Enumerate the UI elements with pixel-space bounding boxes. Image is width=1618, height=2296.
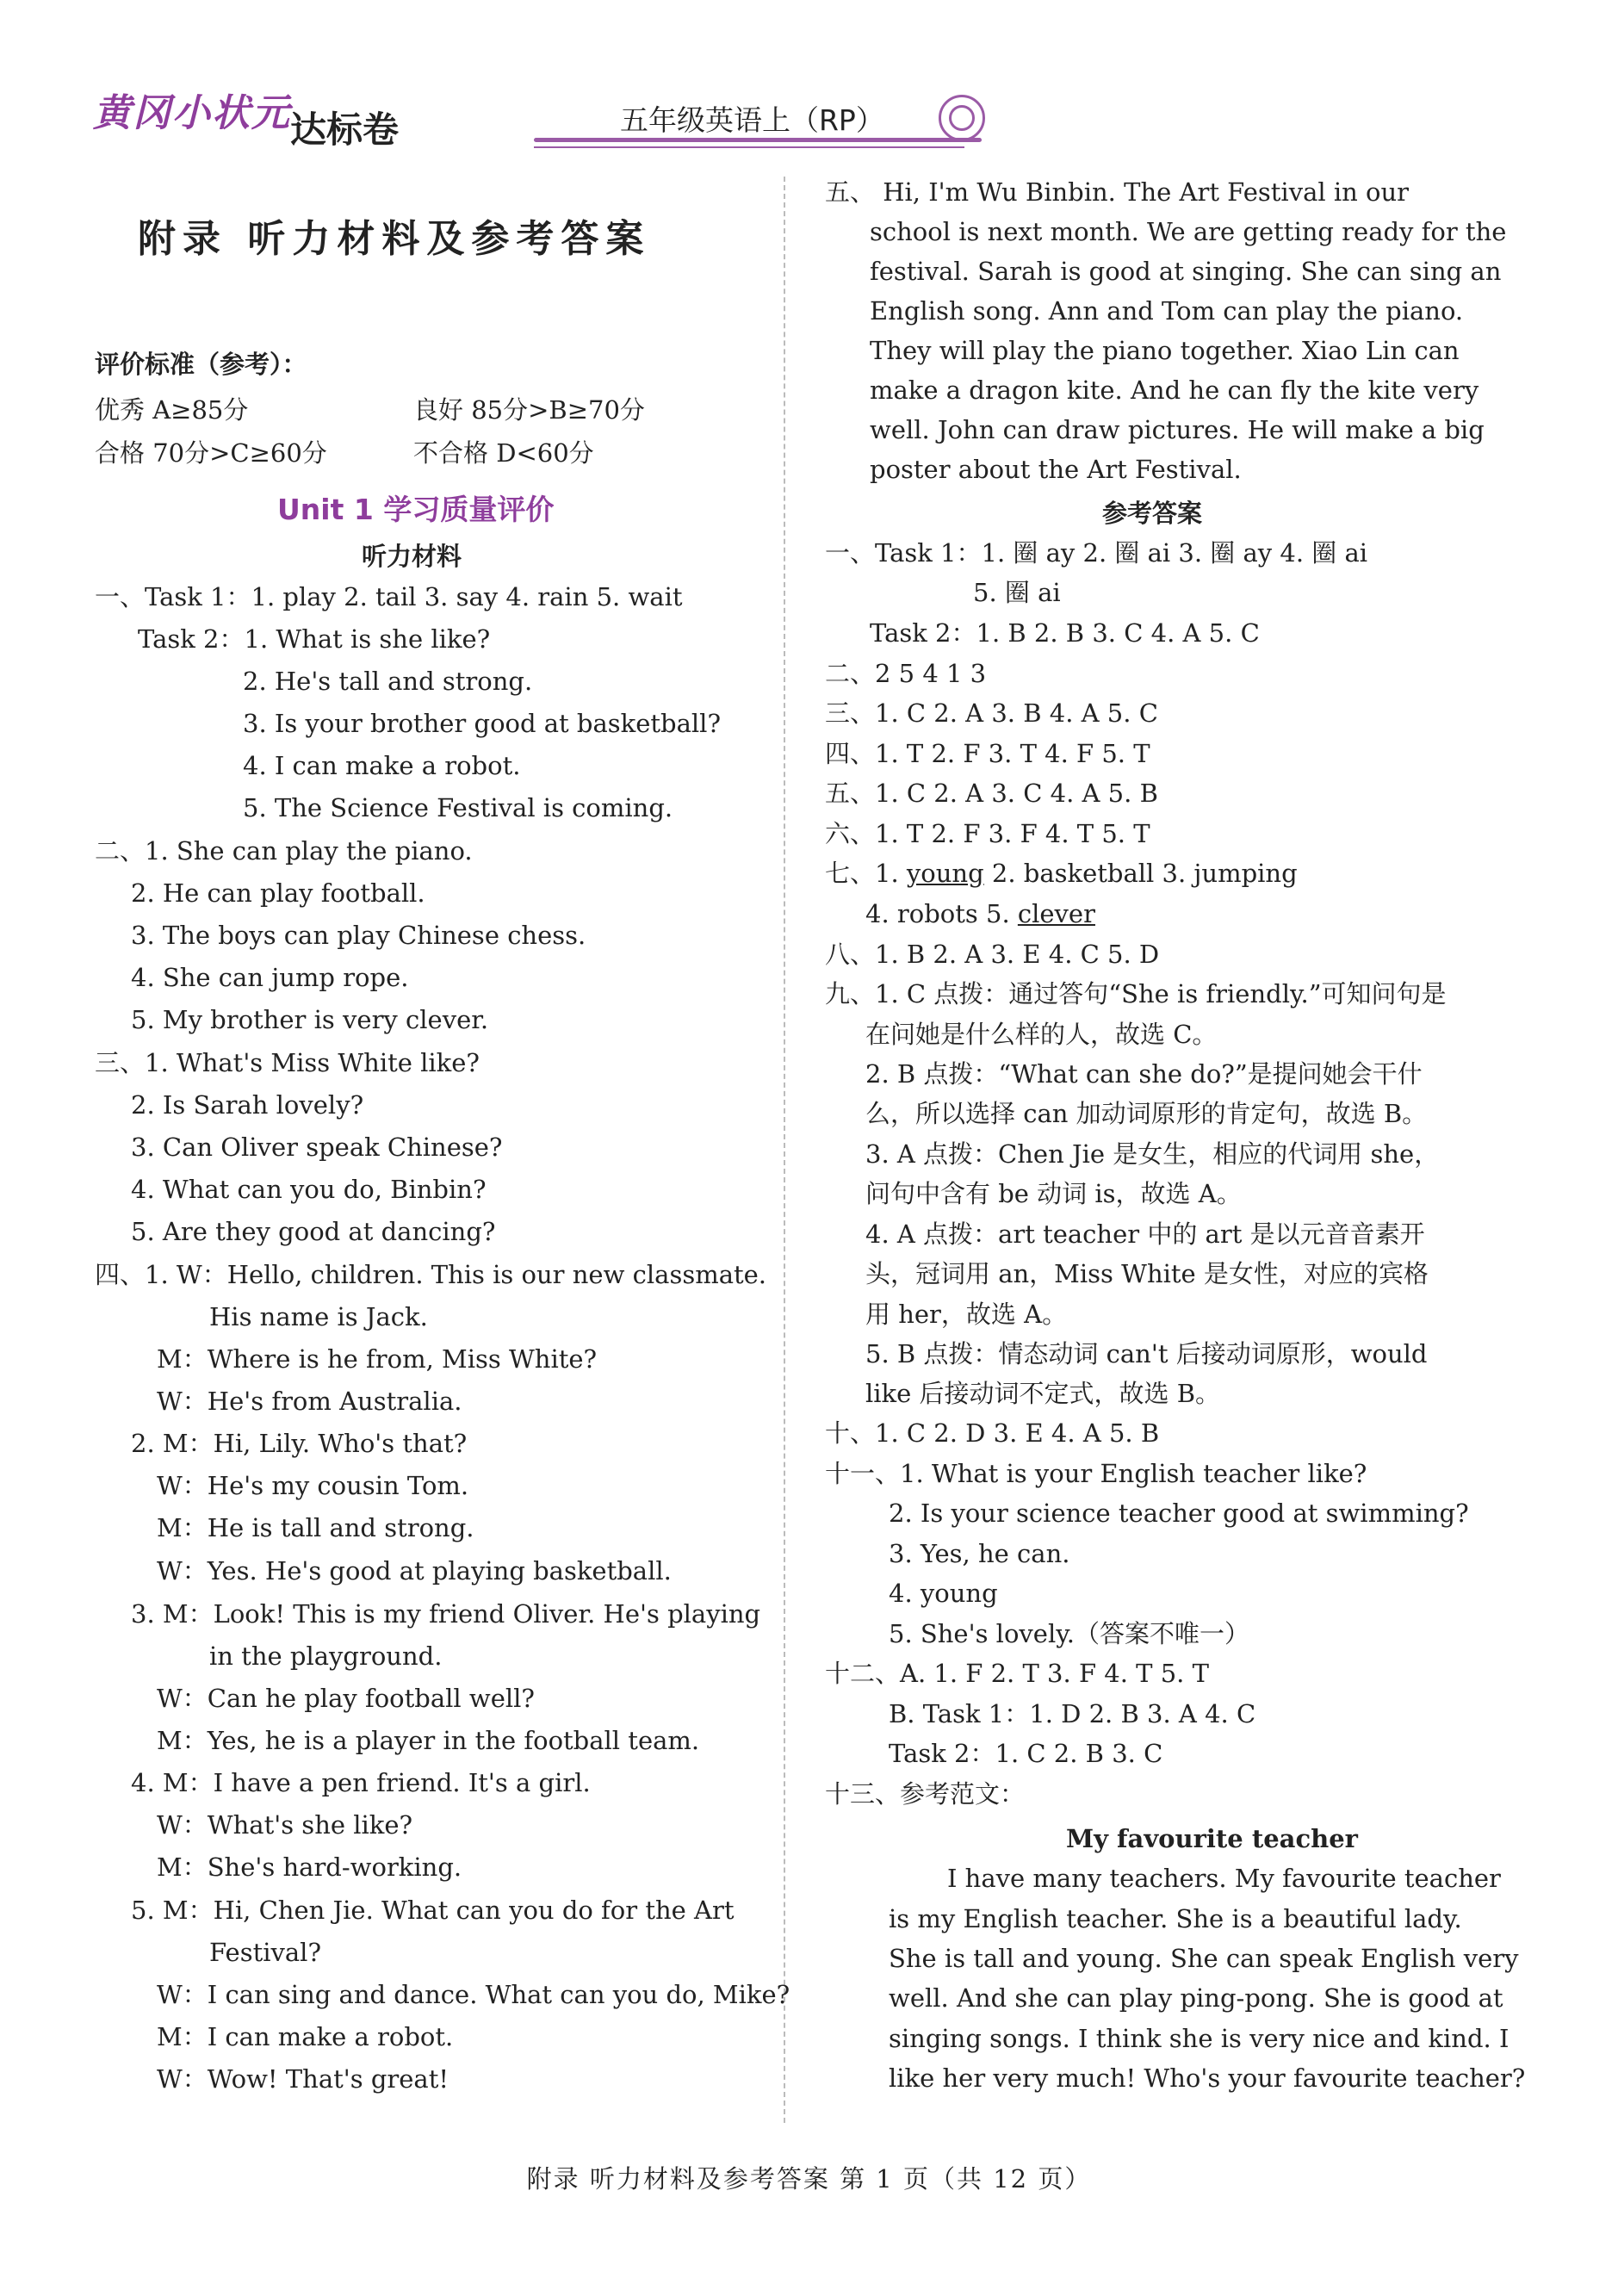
listening-line: 3. M：Look! This is my friend Oliver. He's playing [131, 1599, 761, 1629]
answer-line: 4. robots 5. clever [865, 899, 1095, 928]
passage-line: 五、 Hi, I'm Wu Binbin. The Art Festival in our [825, 177, 1410, 207]
passage-line: well. John can draw pictures. He will make a big [870, 415, 1485, 444]
answer-line: 十三、参考范文： [825, 1779, 1026, 1809]
listening-line: 2. He can play football. [131, 878, 425, 908]
answer-line: B. Task 1：1. D 2. B 3. A 4. C [889, 1699, 1256, 1728]
page-title: 附录 听力材料及参考答案 [138, 217, 651, 261]
listening-line: M：Yes, he is a player in the football team. [157, 1726, 700, 1755]
listening-line: 4. M：I have a pen friend. It's a girl. [131, 1768, 591, 1797]
listening-line: 三、1. What's Miss White like? [95, 1048, 480, 1077]
listening-line: 4. She can jump rope. [131, 963, 409, 992]
passage-line: make a dragon kite. And he can fly the kite very [870, 375, 1479, 405]
listening-line: W：Yes. He's good at playing basketball. [157, 1556, 672, 1585]
listening-line: 3. Is your brother good at basketball? [243, 709, 722, 738]
listening-line: 4. What can you do, Binbin? [131, 1175, 487, 1204]
series-name: 达标卷 [290, 109, 400, 151]
answer-line: 2. Is your science teacher good at swimming? [889, 1499, 1469, 1528]
grade-label: 五年级英语上（RP） [620, 103, 884, 137]
listening-line: W：He's from Australia. [157, 1387, 462, 1416]
answer-line: 八、1. B 2. A 3. E 4. C 5. D [825, 940, 1160, 969]
listening-line: W：What's she like? [157, 1810, 413, 1840]
passage-line: poster about the Art Festival. [870, 455, 1242, 484]
answer-line: 五、1. C 2. A 3. C 4. A 5. B [825, 779, 1158, 808]
criteria-a: 优秀 A≥85分 [95, 395, 249, 425]
answer-line: 3. Yes, he can. [889, 1539, 1070, 1568]
answer-line: 四、1. T 2. F 3. T 4. F 5. T [825, 739, 1150, 768]
listening-line: W：He's my cousin Tom. [157, 1471, 469, 1500]
answers-label: 参考答案 [1102, 499, 1203, 528]
listening-line: 5. My brother is very clever. [131, 1005, 489, 1034]
answer-line: 用 her，故选 A。 [865, 1300, 1068, 1329]
essay-line: singing songs. I think she is very nice and kind. I [889, 2024, 1510, 2053]
passage-line: festival. Sarah is good at singing. She can sing an [870, 257, 1502, 286]
listening-line: His name is Jack. [209, 1302, 428, 1331]
essay-line: is my English teacher. She is a beautiful lady. [889, 1904, 1462, 1933]
listening-line: M：She's hard-working. [157, 1852, 462, 1882]
answer-line: like 后接动词不定式，故选 B。 [865, 1379, 1221, 1408]
answer-line: 三、1. C 2. A 3. B 4. A 5. C [825, 698, 1158, 728]
listening-line: 一、Task 1：1. play 2. tail 3. say 4. rain 5. wait [95, 582, 683, 611]
essay-line: well. And she can play ping-pong. She is good at [889, 1983, 1503, 2013]
column-divider [784, 177, 785, 2123]
answer-line: 5. 圈 ai [973, 578, 1061, 607]
listening-line: 3. Can Oliver speak Chinese? [131, 1132, 503, 1162]
listening-label: 听力材料 [362, 542, 462, 571]
answer-line: 在问她是什么样的人，故选 C。 [865, 1020, 1218, 1049]
answer-line: 九、1. C 点拨：通过答句“She is friendly.”可知问句是 [825, 979, 1447, 1008]
criteria-c: 合格 70分>C≥60分 [95, 438, 327, 468]
unit-title: Unit 1 学习质量评价 [277, 493, 555, 526]
listening-line: 3. The boys can play Chinese chess. [131, 921, 586, 950]
answer-line: Task 2：1. C 2. B 3. C [889, 1739, 1163, 1768]
answer-line: 5. B 点拨：情态动词 can't 后接动词原形，would [865, 1339, 1428, 1368]
answer-line: 5. She's lovely.（答案不唯一） [889, 1619, 1249, 1648]
listening-line: 5. The Science Festival is coming. [243, 793, 673, 822]
listening-line: 4. I can make a robot. [243, 751, 521, 780]
answer-line: 七、1. young 2. basketball 3. jumping [825, 859, 1298, 888]
answer-line: 2. B 点拨：“What can she do?”是提问她会干什 [865, 1059, 1423, 1089]
answer-line: 问句中含有 be 动词 is，故选 A。 [865, 1179, 1242, 1208]
listening-line: 2. Is Sarah lovely? [131, 1090, 364, 1120]
essay-title: My favourite teacher [1066, 1824, 1358, 1853]
passage-line: English song. Ann and Tom can play the piano. [870, 296, 1464, 326]
swirl-inner-icon [949, 105, 975, 131]
answer-line: Task 2：1. B 2. B 3. C 4. A 5. C [870, 618, 1260, 648]
answer-line: 4. A 点拨：art teacher 中的 art 是以元音音素开 [865, 1219, 1425, 1249]
brand-logo: 黄冈小状元 [93, 91, 291, 135]
answer-line: 3. A 点拨：Chen Jie 是女生，相应的代词用 she， [865, 1139, 1440, 1169]
listening-line: in the playground. [209, 1641, 443, 1671]
listening-line: M：He is tall and strong. [157, 1513, 474, 1542]
essay-line: She is tall and young. She can speak English very [889, 1944, 1519, 1973]
criteria-d: 不合格 D<60分 [413, 438, 594, 468]
answer-line: 六、1. T 2. F 3. F 4. T 5. T [825, 819, 1150, 848]
listening-line: 四、1. W：Hello, children. This is our new classmate. [95, 1260, 767, 1289]
essay-line: I have many teachers. My favourite teacher [947, 1864, 1501, 1893]
answer-line: 十一、1. What is your English teacher like? [825, 1459, 1367, 1488]
listening-line: 5. Are they good at dancing? [131, 1217, 496, 1246]
answer-line: 4. young [889, 1579, 998, 1608]
listening-line: 二、1. She can play the piano. [95, 836, 473, 866]
page-header [0, 0, 1618, 172]
answer-line: 头，冠词用 an，Miss White 是女性，对应的宾格 [865, 1259, 1429, 1288]
answer-line: 么，所以选择 can 加动词原形的肯定句，故选 B。 [865, 1099, 1428, 1128]
listening-line: W：Wow! That's great! [157, 2064, 449, 2094]
listening-line: Festival? [209, 1938, 322, 1967]
listening-line: Task 2：1. What is she like? [138, 624, 491, 654]
listening-line: W：I can sing and dance. What can you do, Mike? [157, 1980, 790, 2009]
listening-line: 2. He's tall and strong. [243, 667, 533, 696]
listening-line: 2. M：Hi, Lily. Who's that? [131, 1429, 468, 1458]
page-footer: 附录 听力材料及参考答案 第 1 页（共 12 页） [526, 2164, 1092, 2194]
listening-line: M：I can make a robot. [157, 2022, 454, 2051]
passage-line: They will play the piano together. Xiao Lin can [870, 336, 1460, 365]
criteria-b: 良好 85分>B≥70分 [413, 395, 645, 425]
listening-line: 5. M：Hi, Chen Jie. What can you do for the Art [131, 1896, 735, 1925]
passage-line: school is next month. We are getting ready for the [870, 217, 1507, 246]
criteria-label: 评价标准（参考）： [95, 350, 307, 379]
answer-line: 二、2 5 4 1 3 [825, 659, 987, 688]
answer-line: 十二、A. 1. F 2. T 3. F 4. T 5. T [825, 1659, 1209, 1688]
listening-line: M：Where is he from, Miss White? [157, 1344, 598, 1374]
answer-line: 十、1. C 2. D 3. E 4. A 5. B [825, 1418, 1160, 1448]
essay-line: like her very much! Who's your favourite teacher? [889, 2063, 1526, 2093]
header-rule [534, 138, 982, 142]
answer-line: 一、Task 1：1. 圈 ay 2. 圈 ai 3. 圈 ay 4. 圈 ai [825, 538, 1368, 568]
header-rule-thin [534, 146, 964, 148]
listening-line: W：Can he play football well? [157, 1684, 535, 1713]
